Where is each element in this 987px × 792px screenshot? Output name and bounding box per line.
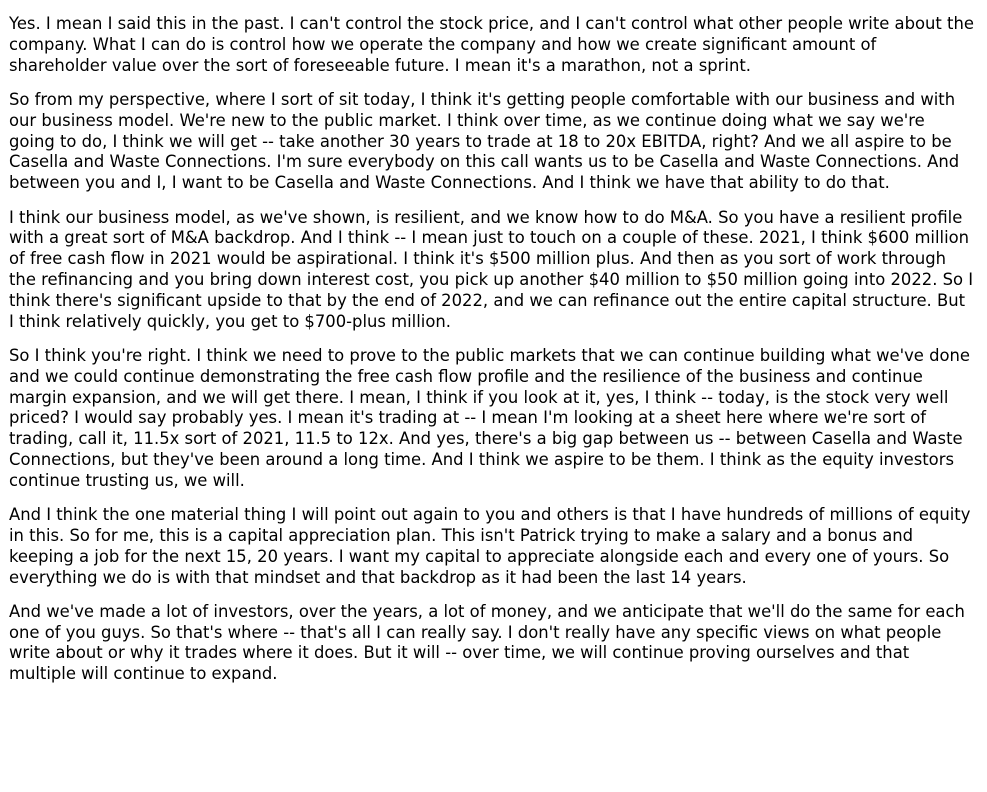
transcript-paragraph: And I think the one material thing I will point out again to you and others is that I have hundreds of millions of equity in this. So for me, this is a capital appreciation plan. This isn't Patrick trying to make a salary and a bonus and keeping a job for the next 15, 20 years. I want my capital to appreciate alongside each and every one of yours. So everything we do is with that mindset and that backdrop as it had been the last 14 years. [9,505,971,587]
transcript-paragraph: So from my perspective, where I sort of sit today, I think it's getting people comfortable with our business and with our business model. We're new to the public market. I think over time, as we continue doing what we say we're going to do, I think we will get -- take another 30 years to trade at 18 to 20x EBITDA, right? And we all aspire to be Casella and Waste Connections. I'm sure everybody on this call wants us to be Casella and Waste Connections. And between you and I, I want to be Casella and Waste Connections. And I think we have that ability to do that. [9,89,960,193]
transcript-paragraph: Yes. I mean I said this in the past. I can't control the stock price, and I can't control what other people write about the company. What I can do is control how we operate the company and how we create significant amount of shareholder value over the sort of foreseeable future. I mean it's a marathon, not a sprint. [9,14,974,75]
transcript-paragraph: And we've made a lot of investors, over the years, a lot of money, and we anticipate that we'll do the same for each one of you guys. So that's where -- that's all I can really say. I don't really have any specific views on what people write about or why it trades where it does. But it will -- over time, we will continue proving ourselves and that multiple will continue to expand. [9,601,965,684]
transcript-body [9,14,974,699]
transcript-paragraph: So I think you're right. I think we need to prove to the public markets that we can continue building what we've done and we could continue demonstrating the free cash flow profile and the resilience of the business and continue margin expansion, and we will get there. I mean, I think if you look at it, yes, I think -- today, is the stock very well priced? I would say probably yes. I mean it's trading at -- I mean I'm looking at a sheet here where we're sort of trading, call it, 11.5x sort of 2021, 11.5 to 12x. And yes, there's a big gap between us -- between Casella and Waste Connections, but they've been around a long time. And I think we aspire to be them. I think as the equity investors continue trusting us, we will. [9,345,970,490]
transcript-paragraph: I think our business model, as we've shown, is resilient, and we know how to do M&A. So you have a resilient profile with a great sort of M&A backdrop. And I think -- I mean just to touch on a couple of these. 2021, I think $600 million of free cash flow in 2021 would be aspirational. I think it's $500 million plus. And then as you sort of work through the refinancing and you bring down interest cost, you pick up another $40 million to $50 million going into 2022. So I think there's significant upside to that by the end of 2022, and we can refinance out the entire capital structure. But I think relatively quickly, you get to $700-plus million. [9,207,974,331]
